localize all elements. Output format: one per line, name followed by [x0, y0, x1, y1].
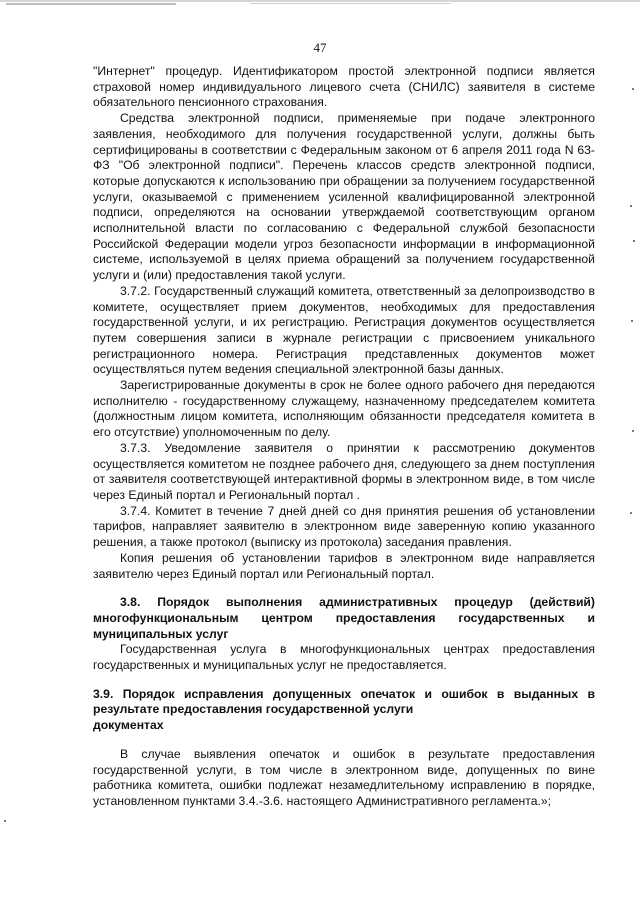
- paragraph: 3.7.3. Уведомление заявителя о принятии к рассмотрению документов осуществляется комитетом не позднее рабочего дня, следующего за днем поступления от заявителя соответствующей интерактивной формы в электронном виде, в том числе через Единый портал и Региональный портал .: [93, 440, 595, 502]
- paragraph: Средства электронной подписи, применяемые при подаче электронного заявления, необходимого для получения государственной услуги, должны быть сертифицированы в соответствии с Федеральным законом от 6 апреля 2011 года N 63-ФЗ "Об электронной подписи". Перечень классов средств электронной подписи, которые допускаются к использованию при обращении за получением государственной услуги, оказываемой с применением усиленной квалифицированной электронной подписи, определяются на основании утверждаемой соответствующим органом исполнительной власти по согласованию с Федеральной службой безопасности Российской Федерации модели угроз безопасности информации в информационной системе, используемой в целях приема обращений за получением государственной услуги и (или) предоставления такой услуги.: [93, 111, 595, 283]
- section-heading-3-9: 3.9. Порядок исправления допущенных опечаток и ошибок в выданных в результате предоставления государственной услуги: [93, 686, 595, 717]
- scan-dot: [633, 240, 635, 242]
- document-body: [93, 64, 595, 810]
- scan-dot: [632, 430, 634, 432]
- scan-artifact-top: [0, 0, 640, 2]
- spacer: [93, 582, 595, 595]
- paragraph: "Интернет" процедур. Идентификатором простой электронной подписи является страховой номер индивидуального лицевого счета (СНИЛС) заявителя в системе обязательного пенсионного страхования.: [93, 64, 595, 110]
- paragraph: Копия решения об установлении тарифов в электронном виде направляется заявителю через Единый портал или Региональный портал.: [93, 550, 595, 581]
- paragraph: Государственная услуга в многофункциональных центрах предоставления государственных и муниципальных услуг не предоставляется.: [93, 642, 595, 673]
- spacer: [93, 734, 595, 747]
- scan-artifact-top-center: [250, 3, 450, 4]
- scan-artifact-top-left: [6, 3, 176, 5]
- paragraph: В случае выявления опечаток и ошибок в результате предоставления государственной услуги, в том числе в электронном виде, допущенных по вине работника комитета, ошибки подлежат незамедлительному исправлению в порядке, установленном пунктами 3.4.-3.6. настоящего Административного регламента.»;: [93, 746, 595, 808]
- scan-dot: [630, 205, 632, 207]
- section-heading-3-8: 3.8. Порядок выполнения административных процедур (действий) многофункциональным центром предоставления государственных и муниципальных услуг: [93, 595, 595, 641]
- scan-dot: [631, 320, 633, 322]
- scan-dot: [4, 820, 6, 822]
- scan-dot: [632, 88, 634, 90]
- page-number: 47: [313, 40, 327, 55]
- paragraph: Зарегистрированные документы в срок не более одного рабочего дня передаются исполнителю - государственному служащему, назначенному председателем комитета (должностным лицом комитета, исполняющим обязанности председателя комитета в его отсутствие) уполномоченным по делу.: [93, 378, 595, 440]
- paragraph: 3.7.2. Государственный служащий комитета, ответственный за делопроизводство в комитете, осуществляет прием документов, необходимых для предоставления государственной услуги, и их регистрацию. Регистрация документов осуществляется путем совершения записи в журнале регистрации с присвоением уникального регистрационного номера. Регистрация представленных документов может осуществляться путем ведения специальной электронной базы данных.: [93, 283, 595, 377]
- paragraph: 3.7.4. Комитет в течение 7 дней дней со дня принятия решения об установлении тарифов, направляет заявителю в электронном виде заверенную копию указанного решения, а также протокол (выписку из протокола) заседания правления.: [93, 503, 595, 550]
- section-heading-3-9-line2: документах: [93, 718, 164, 733]
- spacer: [93, 674, 595, 687]
- scan-dot: [630, 512, 632, 514]
